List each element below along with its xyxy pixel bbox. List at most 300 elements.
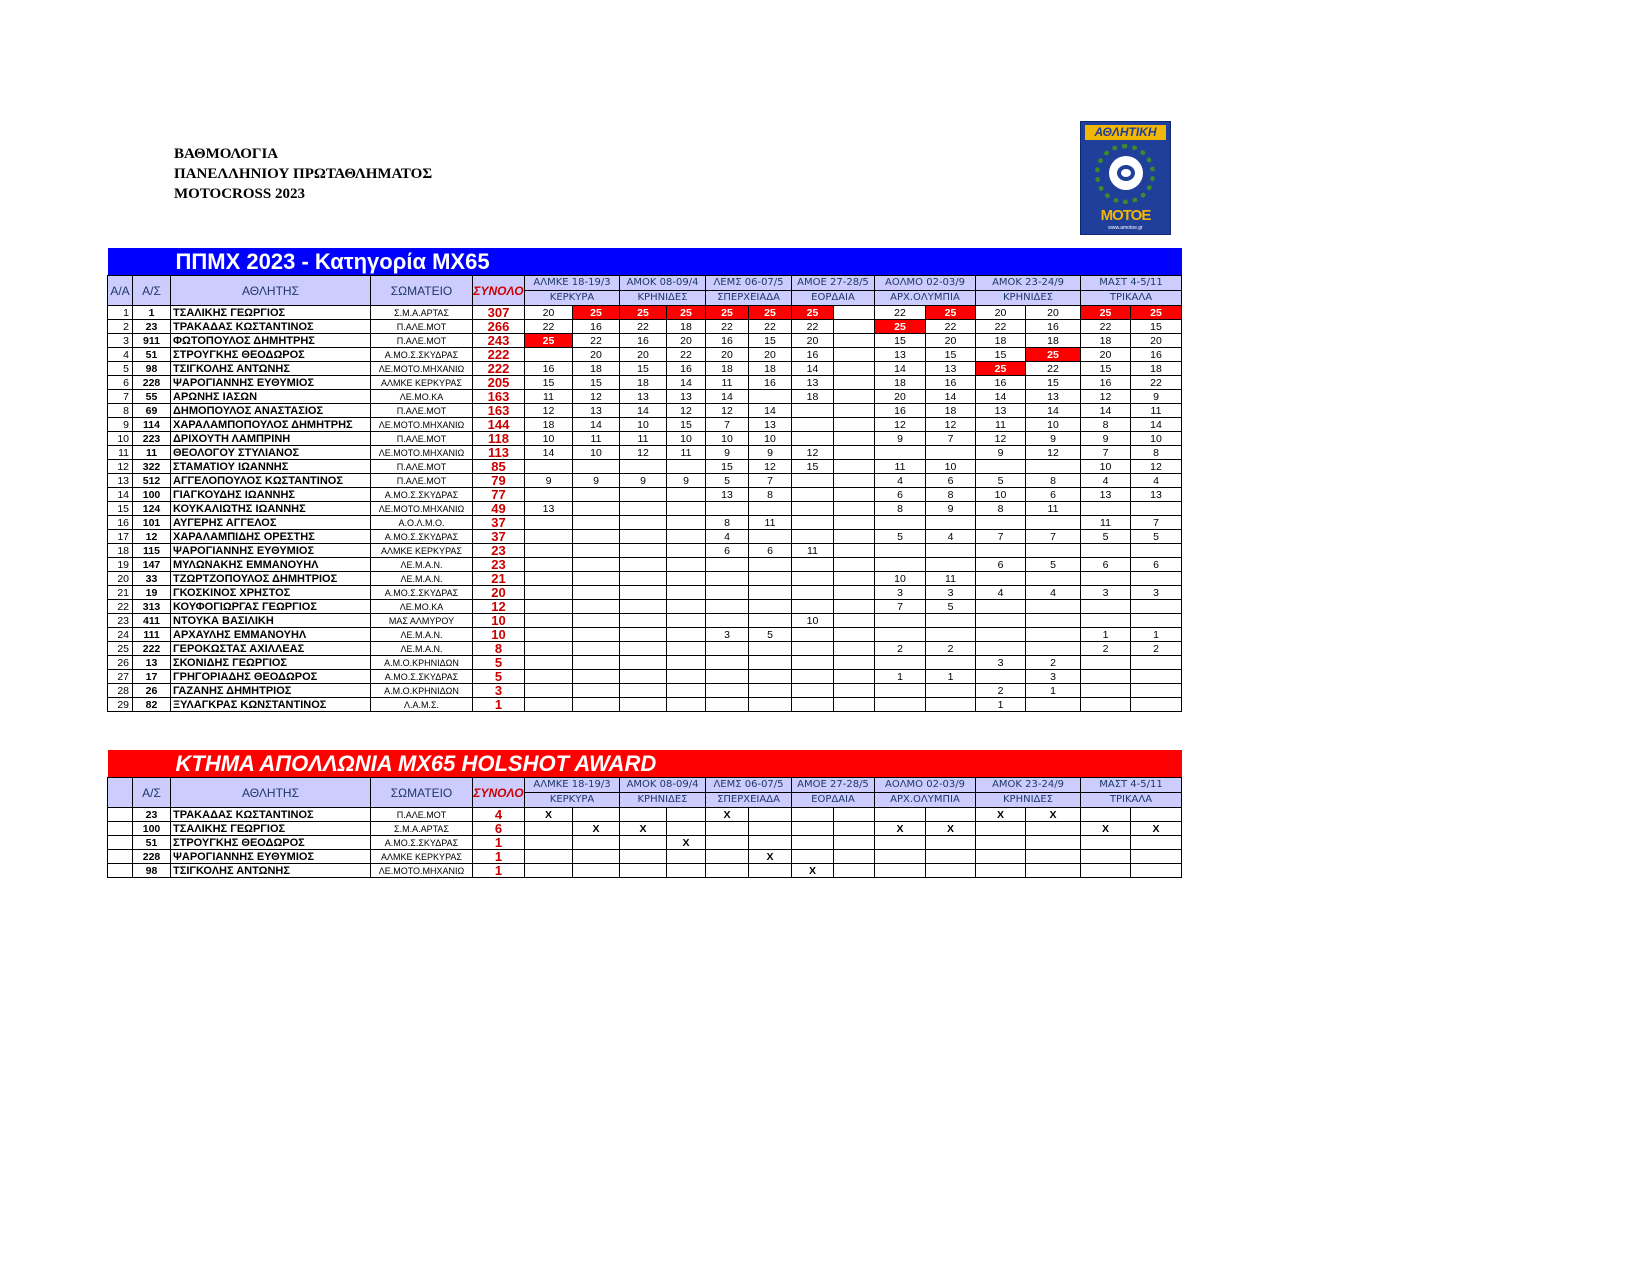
holeshot-mark: X (706, 808, 749, 822)
athlete-name: ΨΑΡΟΓΙΑΝΝΗΣ ΕΥΘΥΜΙΟΣ (171, 850, 371, 864)
heading-line-2: ΠΑΝΕΛΛΗΝΙΟΥ ΠΡΩΤΑΘΛΗΜΑΤΟΣ (174, 166, 433, 182)
moto-score: 11 (749, 516, 792, 530)
moto-score (620, 586, 667, 600)
holeshot-mark (792, 850, 834, 864)
moto-score (875, 684, 926, 698)
holeshot-mark (926, 850, 976, 864)
moto-score: 11 (1131, 404, 1182, 418)
main-title: ΠΠΜΧ 2023 - Κατηγορία ΜΧ65 (108, 248, 1182, 276)
moto-score (792, 488, 834, 502)
moto-score (749, 670, 792, 684)
holeshot-header-row-rounds (108, 778, 1182, 793)
moto-score (573, 586, 620, 600)
moto-score (749, 698, 792, 712)
moto-score: 14 (525, 446, 573, 460)
moto-score (525, 544, 573, 558)
moto-score: 25 (1026, 348, 1081, 362)
holeshot-mark: X (1081, 822, 1131, 836)
moto-score (706, 670, 749, 684)
total-points: 205 (473, 376, 525, 390)
holeshot-mark (926, 808, 976, 822)
round-header: ΑΜΟΕ 27-28/5 (792, 276, 875, 291)
holeshot-mark (875, 864, 926, 878)
moto-score: 16 (1131, 348, 1182, 362)
athlete-name: ΜΥΛΩΝΑΚΗΣ ΕΜΜΑΝΟΥΗΛ (171, 558, 371, 572)
moto-score: 9 (749, 446, 792, 460)
holeshot-mark: X (875, 822, 926, 836)
rider-number: 82 (133, 698, 171, 712)
moto-score: 2 (976, 684, 1026, 698)
moto-score: 25 (976, 362, 1026, 376)
rider-number: 17 (133, 670, 171, 684)
moto-score: 8 (875, 502, 926, 516)
athlete-name: ΧΑΡΑΛΑΜΠΙΔΗΣ ΟΡΕΣΤΗΣ (171, 530, 371, 544)
club-name: Α.Ο.Λ.Μ.Ο. (371, 516, 473, 530)
moto-score (976, 614, 1026, 628)
blank-cell (108, 836, 133, 850)
moto-score (1131, 572, 1182, 586)
club-name: ΛΕ.ΜΟΤΟ.ΜΗΧΑΝΙΩ (371, 502, 473, 516)
moto-score: 18 (1026, 334, 1081, 348)
athlete-name: ΑΡΩΝΗΣ ΙΑΣΩΝ (171, 390, 371, 404)
table-row (108, 488, 1182, 502)
rider-number: 1 (133, 306, 171, 320)
table-row (108, 572, 1182, 586)
position: 22 (108, 600, 133, 614)
table-row (108, 544, 1182, 558)
moto-score: 8 (749, 488, 792, 502)
moto-score: 10 (620, 418, 667, 432)
moto-score: 25 (792, 306, 834, 320)
moto-score (573, 460, 620, 474)
moto-score (834, 474, 875, 488)
round-location: ΚΕΡΚΥΡΑ (525, 291, 620, 306)
round-location: ΑΡΧ.ΟΛΥΜΠΙΑ (875, 291, 976, 306)
club-name: Π.ΑΛΕ.ΜΟΤ (371, 460, 473, 474)
position: 28 (108, 684, 133, 698)
table-row (108, 530, 1182, 544)
moto-score (749, 558, 792, 572)
moto-score: 2 (875, 642, 926, 656)
holeshot-mark (573, 836, 620, 850)
moto-score: 25 (749, 306, 792, 320)
table-row (108, 446, 1182, 460)
holeshot-mark (706, 822, 749, 836)
moto-score: 16 (976, 376, 1026, 390)
position: 15 (108, 502, 133, 516)
moto-score: 7 (875, 600, 926, 614)
moto-score: 11 (875, 460, 926, 474)
table-row (108, 850, 1182, 864)
moto-score: 18 (875, 376, 926, 390)
moto-score: 2 (1081, 642, 1131, 656)
moto-score (1081, 684, 1131, 698)
moto-score: 5 (875, 530, 926, 544)
moto-score: 8 (976, 502, 1026, 516)
moto-score (834, 418, 875, 432)
moto-score: 6 (875, 488, 926, 502)
holeshot-body (108, 808, 1182, 878)
rider-number: 26 (133, 684, 171, 698)
moto-score: 3 (1026, 670, 1081, 684)
position: 27 (108, 670, 133, 684)
moto-score: 18 (525, 418, 573, 432)
moto-score (525, 656, 573, 670)
moto-score: 14 (573, 418, 620, 432)
moto-score (525, 558, 573, 572)
moto-score (667, 614, 706, 628)
club-name: ΛΕ.Μ.Α.Ν. (371, 572, 473, 586)
moto-score (1081, 572, 1131, 586)
holeshot-mark (1026, 864, 1081, 878)
moto-score (573, 614, 620, 628)
rider-number: 23 (133, 320, 171, 334)
table-row (108, 558, 1182, 572)
moto-score: 16 (667, 362, 706, 376)
position: 7 (108, 390, 133, 404)
holeshot-table (107, 750, 1182, 878)
total-points: 5 (473, 670, 525, 684)
col-header-as: Α/Σ (133, 276, 171, 306)
athlete-name: ΚΟΥΚΑΛΙΩΤΗΣ ΙΩΑΝΝΗΣ (171, 502, 371, 516)
rider-number: 124 (133, 502, 171, 516)
col-header-blank (108, 778, 133, 808)
heading-line-3: MOTOCROSS 2023 (174, 186, 305, 202)
moto-score (875, 544, 926, 558)
moto-score: 11 (620, 432, 667, 446)
holeshot-mark: X (620, 822, 667, 836)
moto-score (667, 544, 706, 558)
athlete-name: ΤΣΙΓΚΟΛΗΣ ΑΝΤΩΝΗΣ (171, 362, 371, 376)
moto-score: 8 (926, 488, 976, 502)
moto-score: 14 (875, 362, 926, 376)
moto-score (1081, 698, 1131, 712)
total-points: 163 (473, 390, 525, 404)
moto-score: 7 (706, 418, 749, 432)
moto-score: 14 (1131, 418, 1182, 432)
round-location: ΣΠΕΡΧΕΙΑΔΑ (706, 291, 792, 306)
moto-score: 20 (667, 334, 706, 348)
round-header: ΑΛΜΚΕ 18-19/3 (525, 778, 620, 793)
table-row (108, 362, 1182, 376)
moto-score: 1 (1081, 628, 1131, 642)
holeshot-mark (875, 808, 926, 822)
moto-score (834, 404, 875, 418)
position: 6 (108, 376, 133, 390)
club-name: ΛΕ.ΜΟΤΟ.ΜΗΧΑΝΙΩ (371, 362, 473, 376)
moto-score: 20 (1131, 334, 1182, 348)
moto-score: 25 (525, 334, 573, 348)
moto-score (620, 656, 667, 670)
moto-score: 3 (926, 586, 976, 600)
moto-score: 18 (749, 362, 792, 376)
holeshot-mark (620, 836, 667, 850)
moto-score: 22 (667, 348, 706, 362)
holeshot-mark (749, 864, 792, 878)
moto-score (875, 628, 926, 642)
moto-score: 15 (875, 334, 926, 348)
moto-score (525, 698, 573, 712)
athlete-name: ΤΖΩΡΤΖΟΠΟΥΛΟΣ ΔΗΜΗΤΡΙΟΣ (171, 572, 371, 586)
position: 14 (108, 488, 133, 502)
table-row (108, 600, 1182, 614)
athlete-name: ΤΣΙΓΚΟΛΗΣ ΑΝΤΩΝΗΣ (171, 864, 371, 878)
moto-score: 22 (875, 306, 926, 320)
moto-score (976, 628, 1026, 642)
rider-number: 51 (133, 836, 171, 850)
round-location: ΑΡΧ.ΟΛΥΜΠΙΑ (875, 793, 976, 808)
club-name: Π.ΑΛΕ.ΜΟΤ (371, 432, 473, 446)
round-location: ΚΡΗΝΙΔΕΣ (620, 291, 706, 306)
position: 11 (108, 446, 133, 460)
moto-score (834, 306, 875, 320)
col-header-total: ΣΥΝΟΛΟ (473, 778, 525, 808)
rider-number: 100 (133, 488, 171, 502)
main-title-banner (108, 248, 1182, 276)
holeshot-mark (749, 822, 792, 836)
moto-score: 22 (1081, 320, 1131, 334)
table-row (108, 502, 1182, 516)
club-name: Σ.Μ.Α.ΑΡΤΑΣ (371, 822, 473, 836)
holeshot-mark (620, 808, 667, 822)
moto-score: 16 (792, 348, 834, 362)
moto-score: 14 (1026, 404, 1081, 418)
moto-score (1026, 600, 1081, 614)
moto-score: 9 (1131, 390, 1182, 404)
moto-score (667, 572, 706, 586)
moto-score: 18 (667, 320, 706, 334)
moto-score: 15 (667, 418, 706, 432)
rider-number: 115 (133, 544, 171, 558)
moto-score (1081, 656, 1131, 670)
rider-number: 98 (133, 864, 171, 878)
moto-score (667, 502, 706, 516)
moto-score: 9 (1026, 432, 1081, 446)
rider-number: 222 (133, 642, 171, 656)
moto-score (706, 698, 749, 712)
moto-score: 7 (926, 432, 976, 446)
table-row (108, 474, 1182, 488)
round-location: ΚΕΡΚΥΡΑ (525, 793, 620, 808)
moto-score: 13 (667, 390, 706, 404)
moto-score: 16 (620, 334, 667, 348)
moto-score (792, 670, 834, 684)
moto-score: 16 (1081, 376, 1131, 390)
moto-score: 11 (792, 544, 834, 558)
moto-score (573, 656, 620, 670)
holeshot-mark (525, 822, 573, 836)
rider-number: 23 (133, 808, 171, 822)
holeshot-mark (834, 864, 875, 878)
moto-score: 4 (706, 530, 749, 544)
moto-score (1026, 698, 1081, 712)
total-points: 222 (473, 362, 525, 376)
rider-number: 411 (133, 614, 171, 628)
athlete-name: ΤΡΑΚΑΔΑΣ ΚΩΣΤΑΝΤΙΝΟΣ (171, 808, 371, 822)
round-location: ΕΟΡΔΑΙΑ (792, 291, 875, 306)
position: 18 (108, 544, 133, 558)
holeshot-mark (792, 808, 834, 822)
club-name: ΛΕ.ΜΟΤΟ.ΜΗΧΑΝΙΩ (371, 418, 473, 432)
moto-score (926, 614, 976, 628)
moto-score: 4 (976, 586, 1026, 600)
blank-cell (108, 864, 133, 878)
holeshot-mark: X (525, 808, 573, 822)
moto-score: 14 (926, 390, 976, 404)
moto-score (875, 698, 926, 712)
athlete-name: ΨΑΡΟΓΙΑΝΝΗΣ ΕΥΘΥΜΙΟΣ (171, 376, 371, 390)
holeshot-mark (706, 836, 749, 850)
moto-score (706, 502, 749, 516)
moto-score: 2 (926, 642, 976, 656)
rider-number: 100 (133, 822, 171, 836)
holeshot-mark: X (1026, 808, 1081, 822)
moto-score: 13 (792, 376, 834, 390)
moto-score (620, 614, 667, 628)
position: 4 (108, 348, 133, 362)
header-row-rounds (108, 276, 1182, 291)
col-header-club: ΣΩΜΑΤΕΙΟ (371, 778, 473, 808)
moto-score: 18 (792, 390, 834, 404)
moto-score: 15 (573, 376, 620, 390)
moto-score: 13 (525, 502, 573, 516)
moto-score: 11 (706, 376, 749, 390)
moto-score: 12 (1026, 446, 1081, 460)
position: 29 (108, 698, 133, 712)
moto-score (525, 516, 573, 530)
moto-score (749, 586, 792, 600)
moto-score: 20 (620, 348, 667, 362)
moto-score: 18 (706, 362, 749, 376)
moto-score: 6 (926, 474, 976, 488)
total-points: 20 (473, 586, 525, 600)
moto-score: 1 (926, 670, 976, 684)
moto-score: 20 (926, 334, 976, 348)
holeshot-mark (573, 808, 620, 822)
round-location: ΤΡΙΚΑΛΑ (1081, 793, 1182, 808)
holeshot-mark (706, 850, 749, 864)
holeshot-mark (875, 850, 926, 864)
round-location: ΚΡΗΝΙΔΕΣ (976, 291, 1081, 306)
holeshot-count: 1 (473, 850, 525, 864)
position: 9 (108, 418, 133, 432)
moto-score (573, 642, 620, 656)
moto-score (620, 558, 667, 572)
moto-score (525, 628, 573, 642)
moto-score (1026, 642, 1081, 656)
total-points: 118 (473, 432, 525, 446)
moto-score: 5 (1081, 530, 1131, 544)
position: 2 (108, 320, 133, 334)
holeshot-mark (976, 836, 1026, 850)
position: 10 (108, 432, 133, 446)
athlete-name: ΨΑΡΟΓΙΑΝΝΗΣ ΕΥΘΥΜΙΟΣ (171, 544, 371, 558)
rider-number: 228 (133, 850, 171, 864)
moto-score (573, 502, 620, 516)
moto-score (834, 600, 875, 614)
athlete-name: ΑΥΓΕΡΗΣ ΑΓΓΕΛΟΣ (171, 516, 371, 530)
moto-score: 25 (620, 306, 667, 320)
moto-score (749, 530, 792, 544)
moto-score (749, 614, 792, 628)
moto-score (834, 698, 875, 712)
holeshot-mark (834, 850, 875, 864)
holeshot-mark (667, 808, 706, 822)
moto-score: 18 (926, 404, 976, 418)
athlete-name: ΔΗΜΟΠΟΥΛΟΣ ΑΝΑΣΤΑΣΙΟΣ (171, 404, 371, 418)
athlete-name: ΧΑΡΑΛΑΜΠΟΠΟΥΛΟΣ ΔΗΜΗΤΡΗΣ (171, 418, 371, 432)
table-row (108, 516, 1182, 530)
position: 17 (108, 530, 133, 544)
moto-score (706, 614, 749, 628)
athlete-name: ΓΡΗΓΟΡΙΑΔΗΣ ΘΕΟΔΩΡΟΣ (171, 670, 371, 684)
athlete-name: ΓΙΑΓΚΟΥΔΗΣ ΙΩΑΝΝΗΣ (171, 488, 371, 502)
moto-score: 20 (1026, 306, 1081, 320)
table-row (108, 418, 1182, 432)
moto-score: 18 (1131, 362, 1182, 376)
holeshot-mark (749, 808, 792, 822)
athlete-name: ΣΤΡΟΥΓΚΗΣ ΘΕΟΔΩΡΟΣ (171, 836, 371, 850)
moto-score: 18 (1081, 334, 1131, 348)
moto-score (834, 628, 875, 642)
moto-score (706, 572, 749, 586)
total-points: 243 (473, 334, 525, 348)
moto-score (620, 642, 667, 656)
moto-score: 12 (792, 446, 834, 460)
moto-score: 22 (749, 320, 792, 334)
moto-score (792, 558, 834, 572)
moto-score: 4 (875, 474, 926, 488)
moto-score: 10 (926, 460, 976, 474)
position: 3 (108, 334, 133, 348)
table-row (108, 348, 1182, 362)
rider-number: 33 (133, 572, 171, 586)
rider-number: 55 (133, 390, 171, 404)
moto-score (525, 586, 573, 600)
table-row (108, 670, 1182, 684)
moto-score: 22 (926, 320, 976, 334)
moto-score (926, 698, 976, 712)
heading-line-1: ΒΑΘΜΟΛΟΓΙΑ (174, 146, 279, 162)
moto-score (573, 558, 620, 572)
moto-score (976, 460, 1026, 474)
moto-score: 12 (1131, 460, 1182, 474)
moto-score (573, 684, 620, 698)
moto-score: 12 (667, 404, 706, 418)
moto-score (667, 684, 706, 698)
moto-score (834, 642, 875, 656)
moto-score: 13 (706, 488, 749, 502)
moto-score: 22 (525, 320, 573, 334)
moto-score: 12 (976, 432, 1026, 446)
holeshot-count: 1 (473, 836, 525, 850)
moto-score (1131, 502, 1182, 516)
moto-score (1131, 600, 1182, 614)
moto-score: 20 (573, 348, 620, 362)
moto-score: 6 (1131, 558, 1182, 572)
moto-score (834, 320, 875, 334)
round-header: ΛΕΜΣ 06-07/5 (706, 276, 792, 291)
moto-score: 20 (792, 334, 834, 348)
moto-score: 10 (573, 446, 620, 460)
rider-number: 512 (133, 474, 171, 488)
holeshot-mark (834, 808, 875, 822)
moto-score (667, 488, 706, 502)
total-points: 307 (473, 306, 525, 320)
moto-score (834, 334, 875, 348)
club-name: ΑΛΜΚΕ ΚΕΡΚΥΡΑΣ (371, 376, 473, 390)
moto-score: 22 (1131, 376, 1182, 390)
